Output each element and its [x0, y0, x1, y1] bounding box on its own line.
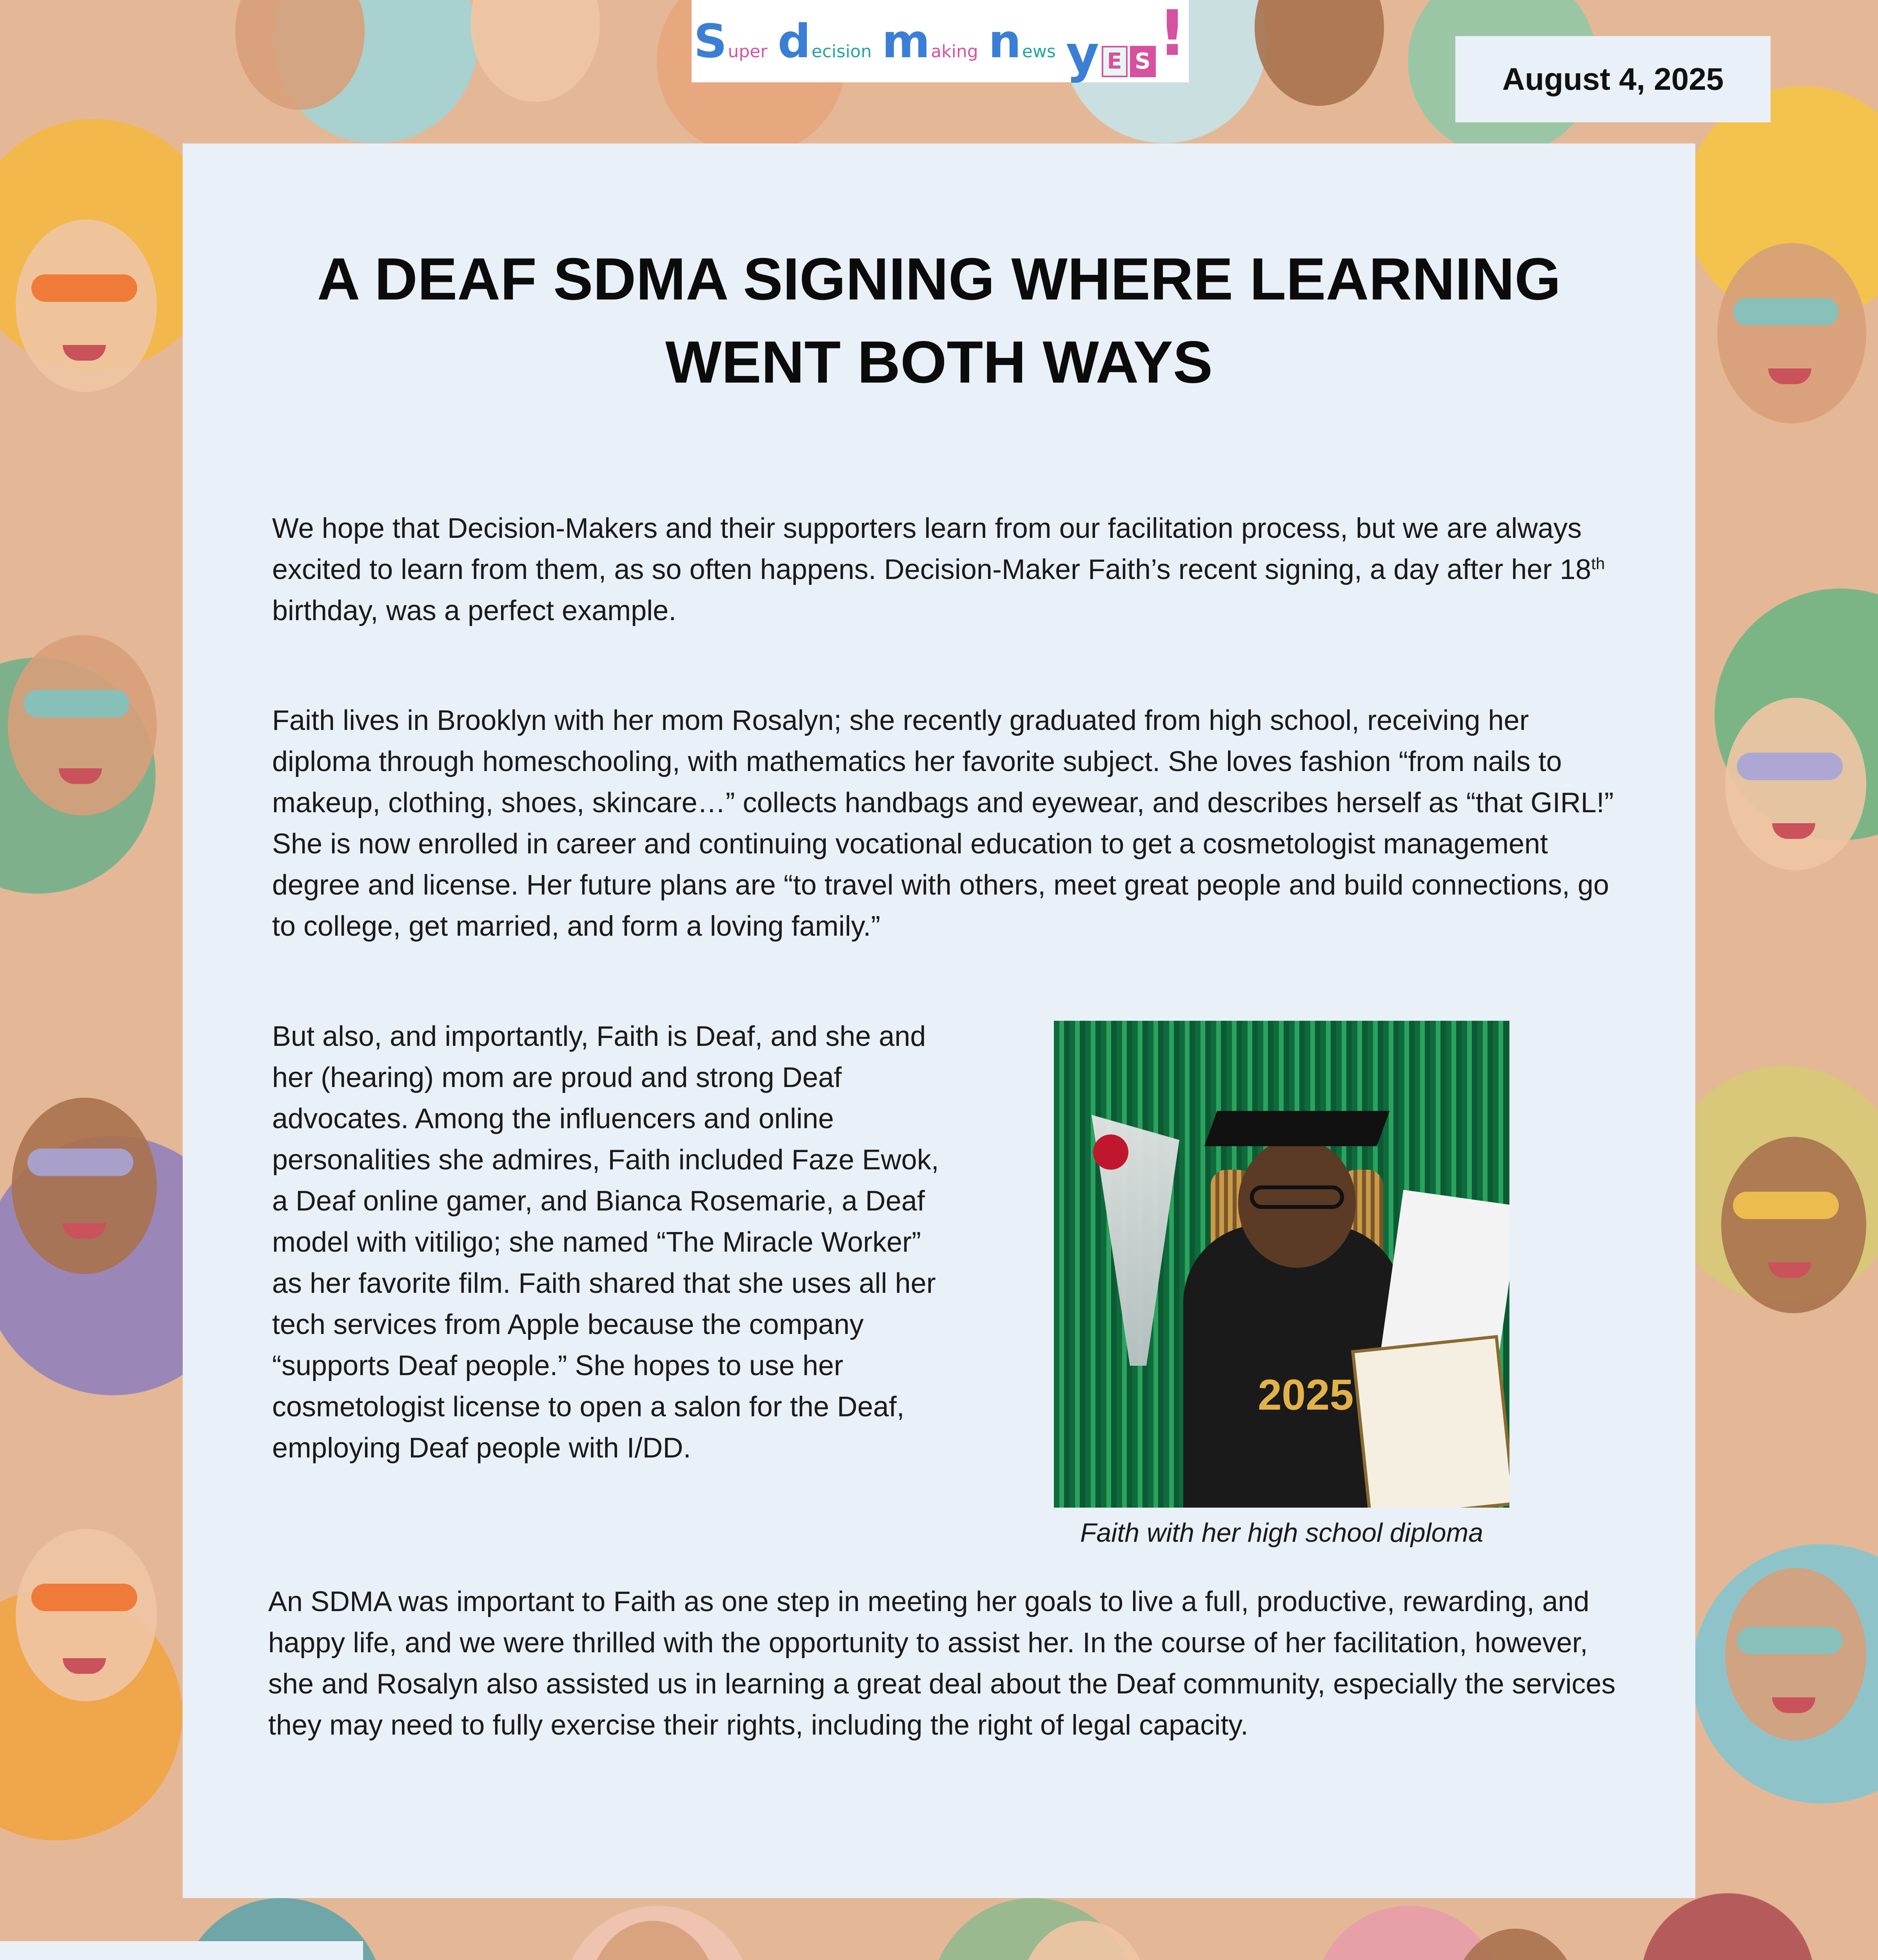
sunglasses-illustration — [1733, 1192, 1839, 1219]
rose-shape — [1093, 1134, 1128, 1170]
logo-word-news — [988, 14, 1056, 68]
article-title-line-1: A DEAF SDMA SIGNING WHERE LEARNING — [317, 246, 1561, 312]
issue-date: August 4, 2025 — [1455, 36, 1771, 122]
graduation-cap-shape — [1204, 1111, 1390, 1146]
face-illustration — [1019, 1921, 1149, 1960]
newsletter-masthead-logo — [692, 0, 1189, 82]
stole-year: 2025 — [1258, 1371, 1354, 1419]
face-illustration — [1725, 698, 1866, 870]
logo-exclamation: ! — [1158, 0, 1187, 70]
logo-yes-s-tile: S — [1130, 46, 1156, 77]
logo-initial: n — [988, 14, 1021, 68]
face-illustration — [16, 1529, 157, 1701]
face-illustration — [12, 1098, 157, 1274]
face-illustration — [16, 220, 157, 392]
article-paragraph-about-faith: Faith lives in Brooklyn with her mom Rosalyn; she recently graduated from high school, receiving her diploma through homeschooling, with mathematics her favorite subject. She loves fashion “from nails to makeup, clothing, shoes, skincare…” collects handbags and eyewear, and describes herself as “that GIRL!” She is now enrolled in career and continuing vocational education to get a cosmetologist management degree and license. Her future plans are “to travel with others, meet great people and build connections, go to college, get married, and form a loving family.” — [272, 705, 1614, 942]
face-illustration — [1451, 1929, 1580, 1960]
sunglasses-illustration — [1737, 1627, 1843, 1654]
sunglasses-illustration — [27, 1149, 133, 1176]
logo-initial: m — [882, 14, 930, 68]
face-illustration — [470, 0, 600, 102]
logo-word-super — [694, 14, 768, 68]
face-illustration — [1725, 1568, 1866, 1740]
logo-rest: ews — [1022, 42, 1056, 62]
face-illustration — [588, 1921, 717, 1960]
article-title-line-2: WENT BOTH WAYS — [665, 329, 1213, 396]
glasses-shape — [1250, 1185, 1344, 1209]
logo-yes — [1066, 0, 1187, 84]
face-illustration — [1717, 243, 1866, 423]
face-illustration — [235, 0, 365, 110]
sunglasses-illustration — [1733, 298, 1839, 325]
photo-caption: Faith with her high school diploma — [1080, 1518, 1484, 1548]
logo-initial: S — [694, 14, 727, 68]
paragraph-text: We hope that Decision-Makers and their supporters learn from our facilitation process, but we are always excited to learn from them, as so often happens. Decision-Maker Faith’s recent signing, a day after her 18 — [272, 513, 1591, 585]
sunglasses-illustration — [31, 1584, 137, 1611]
logo-rest: ecision — [811, 42, 872, 62]
logo-rest: uper — [728, 42, 768, 62]
logo-word-decision — [777, 14, 872, 68]
ordinal-superscript: th — [1591, 554, 1605, 573]
article-title — [183, 238, 1695, 404]
sunglasses-illustration — [31, 274, 137, 302]
sunglasses-illustration — [24, 690, 129, 717]
face-illustration — [8, 635, 157, 815]
article-paragraph-conclusion: An SDMA was important to Faith as one step in meeting her goals to live a full, productive, rewarding, and happy life, and we were thrilled with the opportunity to assist her. In the course of her facilitation, however, she and Rosalyn also assisted us in learning a great deal about the Deaf community, especially the services they may need to fully exercise their rights, including the right of legal capacity. — [268, 1586, 1616, 1741]
logo-rest: aking — [931, 42, 978, 62]
paragraph-text: birthday, was a perfect example. — [272, 595, 677, 626]
article-paragraph-deaf-advocacy: But also, and importantly, Faith is Deaf, and she and her (hearing) mom are proud and strong Deaf advocates. Among the influencers and online personalities she admires, Faith included Faze Ewok, a Deaf online gamer, and Bianca Rosemarie, a Deaf model with vitiligo; she named “The Miracle Worker” as her favorite film. Faith shared that she uses all her tech services from Apple because the company “supports Deaf people.” She hopes to use her cosmetologist license to open a salon for the Deaf, employing Deaf people with I/DD. — [272, 1021, 939, 1464]
footer-brand — [0, 1941, 363, 1960]
logo-yes-y: y — [1066, 24, 1099, 84]
logo-yes-e-tile: E — [1102, 46, 1128, 77]
article-paragraph-intro — [272, 508, 1629, 632]
face-illustration — [1721, 1137, 1866, 1313]
logo-word-making — [882, 14, 978, 68]
logo-initial: d — [777, 14, 811, 68]
sunglasses-illustration — [1737, 753, 1843, 780]
article-panel — [183, 143, 1695, 1898]
diploma-shape — [1351, 1335, 1509, 1508]
face-illustration — [1255, 0, 1384, 106]
graduation-photo — [1054, 1021, 1509, 1508]
